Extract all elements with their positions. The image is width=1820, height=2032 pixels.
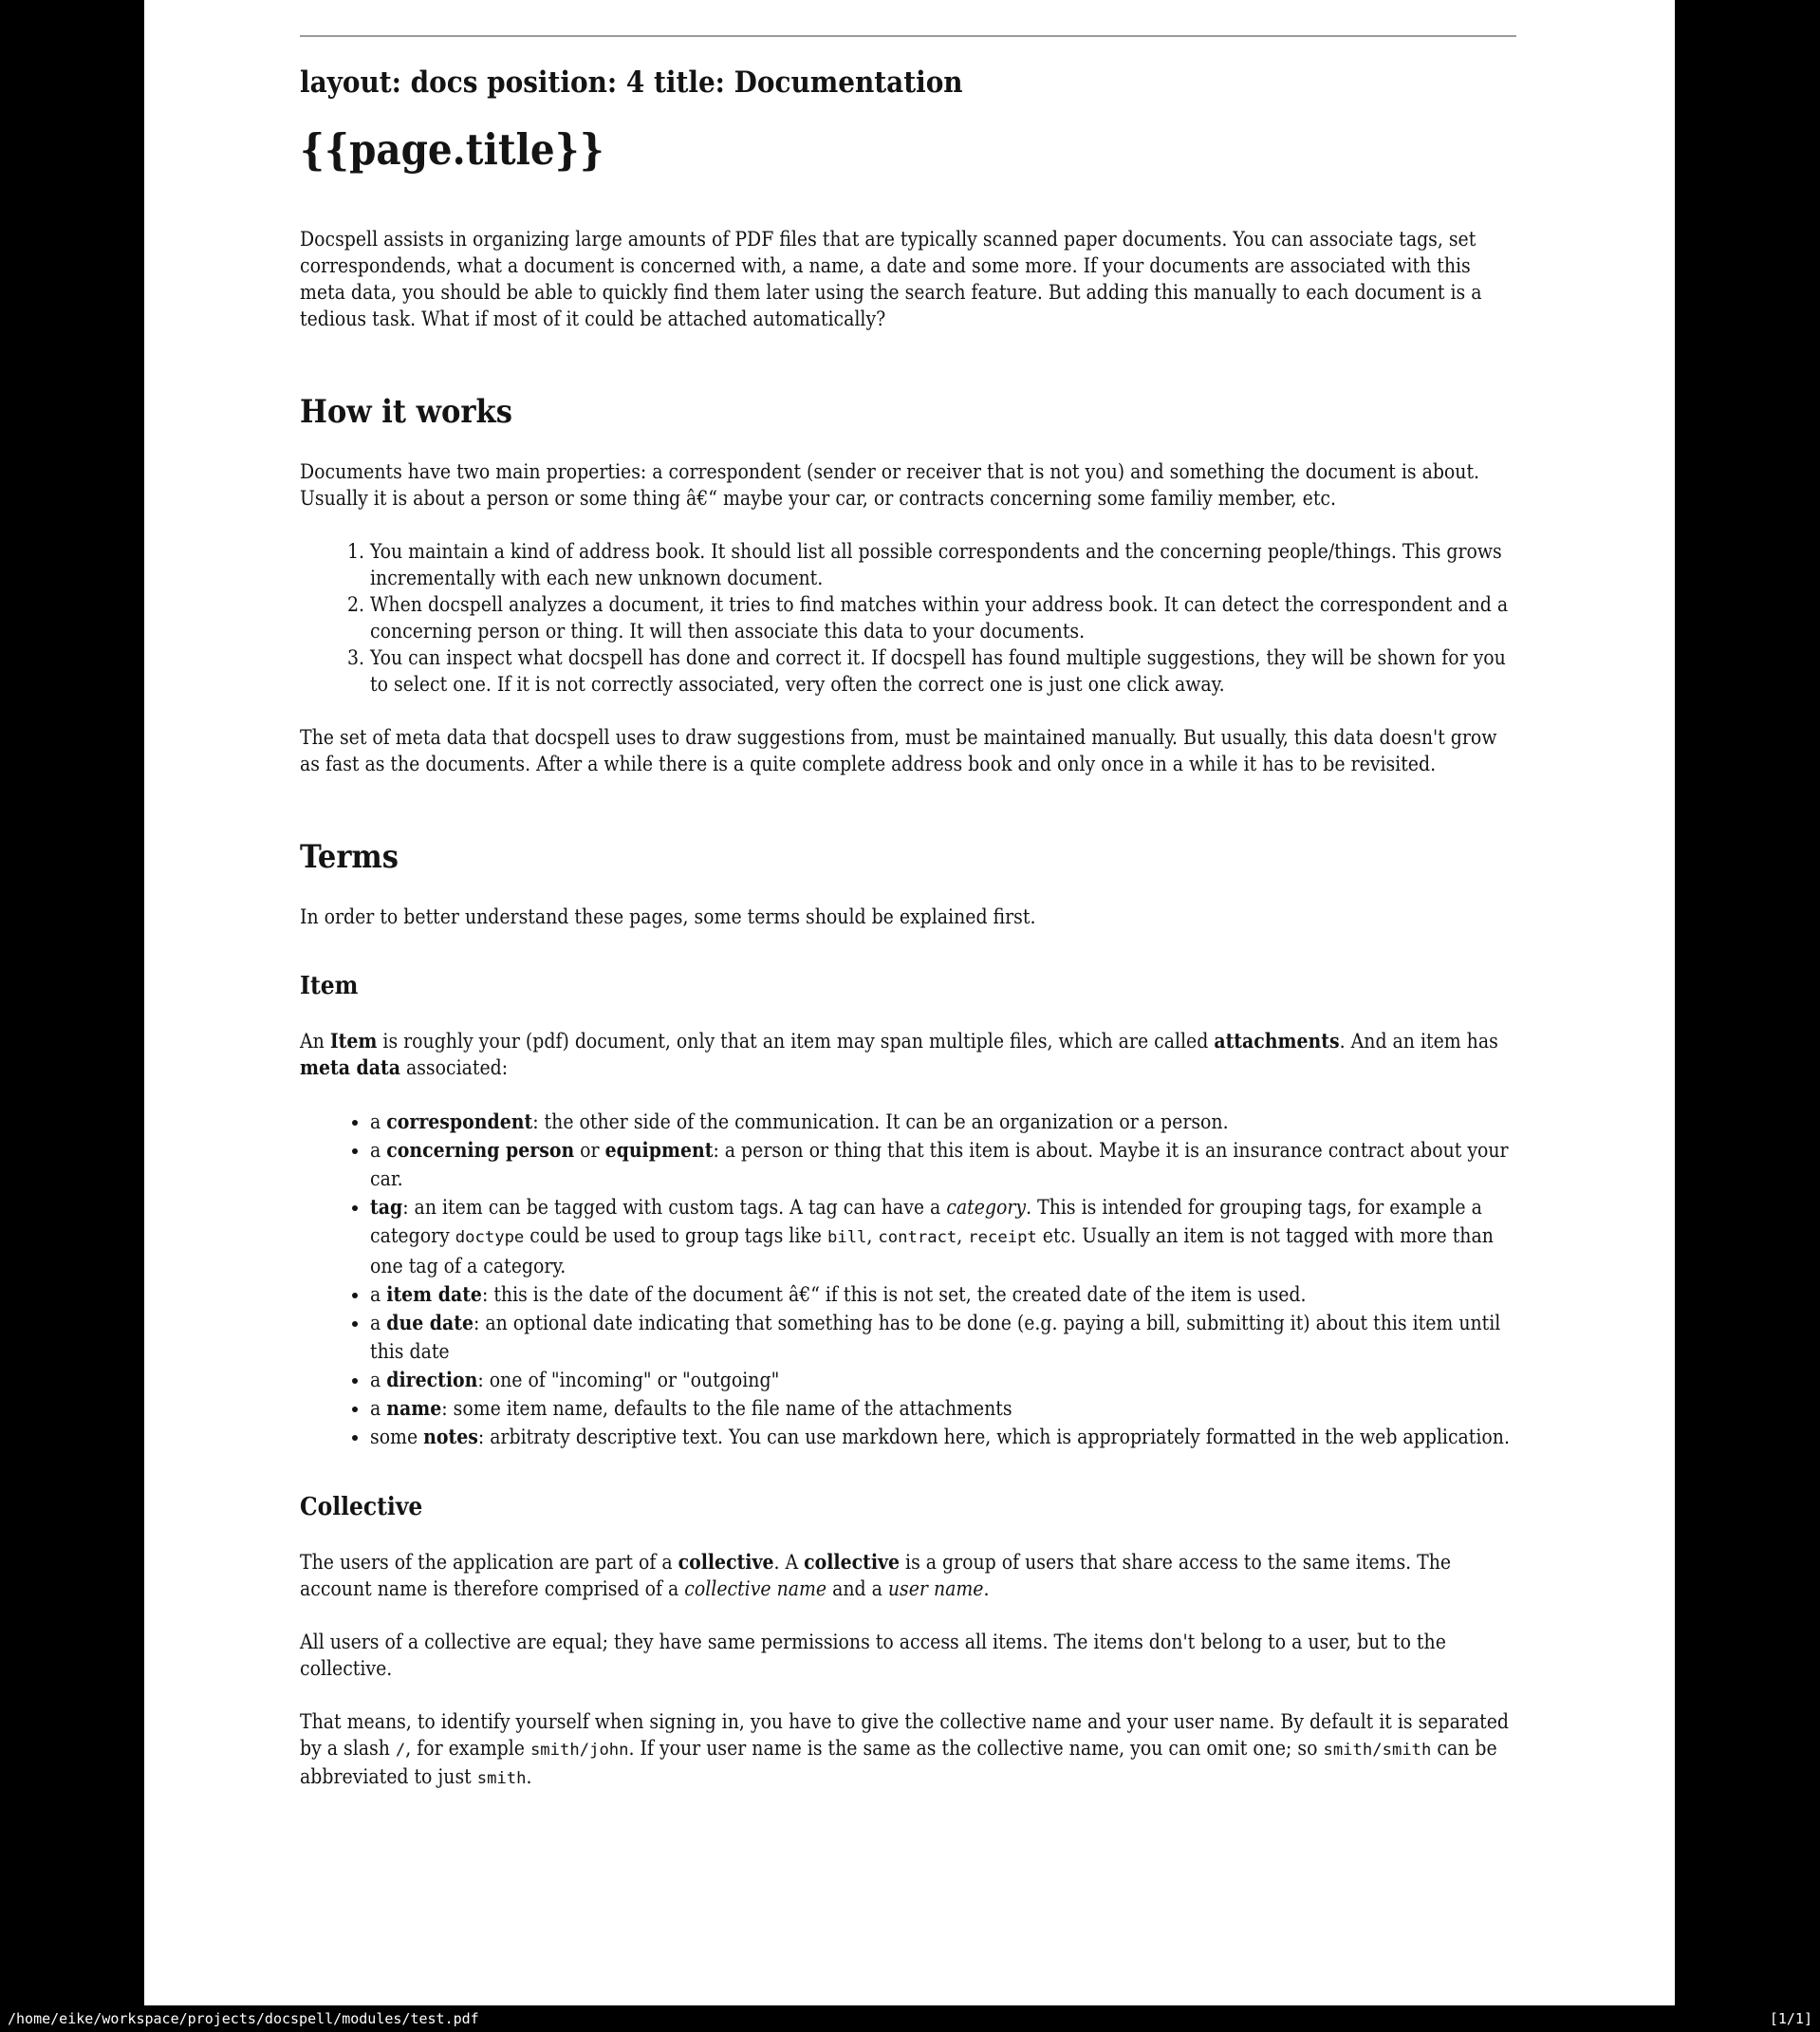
text-segment: correspondent bbox=[386, 1109, 533, 1133]
item-properties-list bbox=[300, 1108, 1516, 1451]
page-title: {{page.title}} bbox=[300, 124, 604, 176]
text-segment: / bbox=[395, 1740, 406, 1760]
how-paragraph-2: The set of meta data that docspell uses to draw suggestions from, must be maintained manually. But usually, this data doesn't grow as fast as the documents. After a while there is a quite complete address book and only once in a while it has to be revisited. bbox=[300, 725, 1497, 775]
heading-item: Item bbox=[300, 971, 359, 1000]
text-segment: doctype bbox=[455, 1227, 525, 1247]
text-segment: attachments bbox=[1214, 1028, 1340, 1053]
text-segment: item date bbox=[386, 1281, 482, 1306]
text-segment: smith bbox=[476, 1768, 527, 1788]
text-segment: smith/john bbox=[529, 1740, 629, 1760]
text-segment: due date bbox=[386, 1310, 474, 1334]
how-paragraph-1: Documents have two main properties: a correspondent (sender or receiver that is not you) and something the document is about. Usually it is about a person or some thing â€“ maybe your car, or contracts concerning some familiy member, etc. bbox=[300, 459, 1480, 510]
list-item: • a name: some item name, defaults to the file name of the attachments bbox=[370, 1394, 1516, 1423]
how-steps-list bbox=[300, 538, 1516, 698]
document-page bbox=[144, 0, 1675, 2005]
text-segment: name bbox=[386, 1395, 442, 1420]
heading-how-it-works: How it works bbox=[300, 392, 512, 431]
statusbar-file-path: /home/eike/workspace/projects/docspell/modules/test.pdf bbox=[8, 2010, 479, 2027]
list-item: • a concerning person or equipment: a person or thing that this item is about. Maybe it is an insurance contract about your car. bbox=[370, 1136, 1516, 1193]
collective-paragraph-1: The users of the application are part of a collective. A collective is a group of users that share access to the same items. The account name is therefore comprised of a collective name and a user name. bbox=[300, 1549, 1452, 1600]
statusbar-page-indicator: [1/1] bbox=[1769, 2010, 1812, 2027]
text-segment: receipt bbox=[968, 1227, 1037, 1247]
intro-paragraph: Docspell assists in organizing large amounts of PDF files that are typically scanned paper documents. You can associate tags, set correspondends, what a document is concerned with, a name, a date and some more. If your documents are associated with this meta data, you should be able to quickly find them later using the search feature. But adding this manually to each document is a tedious task. What if most of it could be attached automatically? bbox=[300, 227, 1482, 330]
text-segment: direction bbox=[386, 1367, 478, 1391]
text-segment: smith/smith bbox=[1323, 1740, 1432, 1760]
text-segment: notes bbox=[423, 1424, 478, 1448]
heading-terms: Terms bbox=[300, 837, 399, 876]
list-item: 2. When docspell analyzes a document, it tries to find matches within your address book. It can detect the correspondent and a concerning person or thing. It will then associate this data to your documents. bbox=[370, 591, 1516, 644]
text-segment: contract bbox=[878, 1227, 957, 1247]
item-intro-paragraph: An Item is roughly your (pdf) document, only that an item may span multiple files, which are called attachments. And an item has meta data associated: bbox=[300, 1028, 1498, 1079]
list-item: • a item date: this is the date of the document â€“ if this is not set, the created date of the item is used. bbox=[370, 1280, 1516, 1309]
text-segment: equipment bbox=[604, 1137, 714, 1162]
heading-collective: Collective bbox=[300, 1492, 423, 1521]
front-matter-heading: layout: docs position: 4 title: Documentation bbox=[300, 65, 963, 100]
text-segment: tag bbox=[370, 1194, 403, 1219]
list-item: 1. You maintain a kind of address book. It should list all possible correspondents and the concerning people/things. This grows incrementally with each new unknown document. bbox=[370, 538, 1516, 591]
collective-paragraph-2: All users of a collective are equal; they have same permissions to access all items. The items don't belong to a user, but to the collective. bbox=[300, 1630, 1446, 1680]
list-item: • tag: an item can be tagged with custom tags. A tag can have a category. This is intended for grouping tags, for example a category doctype could be used to group tags like bill, contract, receipt etc. Usually an item is not tagged with more than one tag of a category. bbox=[370, 1193, 1516, 1280]
statusbar bbox=[0, 2005, 1820, 2032]
list-item: • some notes: arbitraty descriptive text. You can use markdown here, which is appropriately formatted in the web application. bbox=[370, 1423, 1516, 1451]
document-content bbox=[144, 0, 1675, 1792]
text-segment: collective bbox=[804, 1549, 901, 1574]
text-segment: Item bbox=[329, 1028, 378, 1053]
text-segment: collective bbox=[678, 1549, 774, 1574]
text-segment: concerning person bbox=[386, 1137, 575, 1162]
horizontal-rule bbox=[300, 35, 1516, 37]
text-segment: category bbox=[946, 1195, 1027, 1219]
collective-paragraph-3: That means, to identify yourself when signing in, you have to give the collective name and your user name. By default it is separated by a slash /, for example smith/john. If your user name is the same as the collective name, you can omit one; so smith/smith can be abbreviated to just smith. bbox=[300, 1709, 1509, 1788]
list-item: • a due date: an optional date indicating that something has to be done (e.g. paying a bill, submitting it) about this item until this date bbox=[370, 1309, 1516, 1366]
list-item: 3. You can inspect what docspell has done and correct it. If docspell has found multiple suggestions, they will be shown for you to select one. If it is not correctly associated, very often the correct one is just one click away. bbox=[370, 644, 1516, 698]
text-segment: bill bbox=[826, 1227, 867, 1247]
list-item: • a correspondent: the other side of the communication. It can be an organization or a person. bbox=[370, 1108, 1516, 1136]
text-segment: user name bbox=[887, 1576, 984, 1600]
text-segment: meta data bbox=[300, 1054, 400, 1079]
list-item: • a direction: one of "incoming" or "outgoing" bbox=[370, 1366, 1516, 1394]
text-segment: collective name bbox=[684, 1576, 827, 1600]
terms-intro-paragraph: In order to better understand these pages, some terms should be explained first. bbox=[300, 904, 1036, 928]
